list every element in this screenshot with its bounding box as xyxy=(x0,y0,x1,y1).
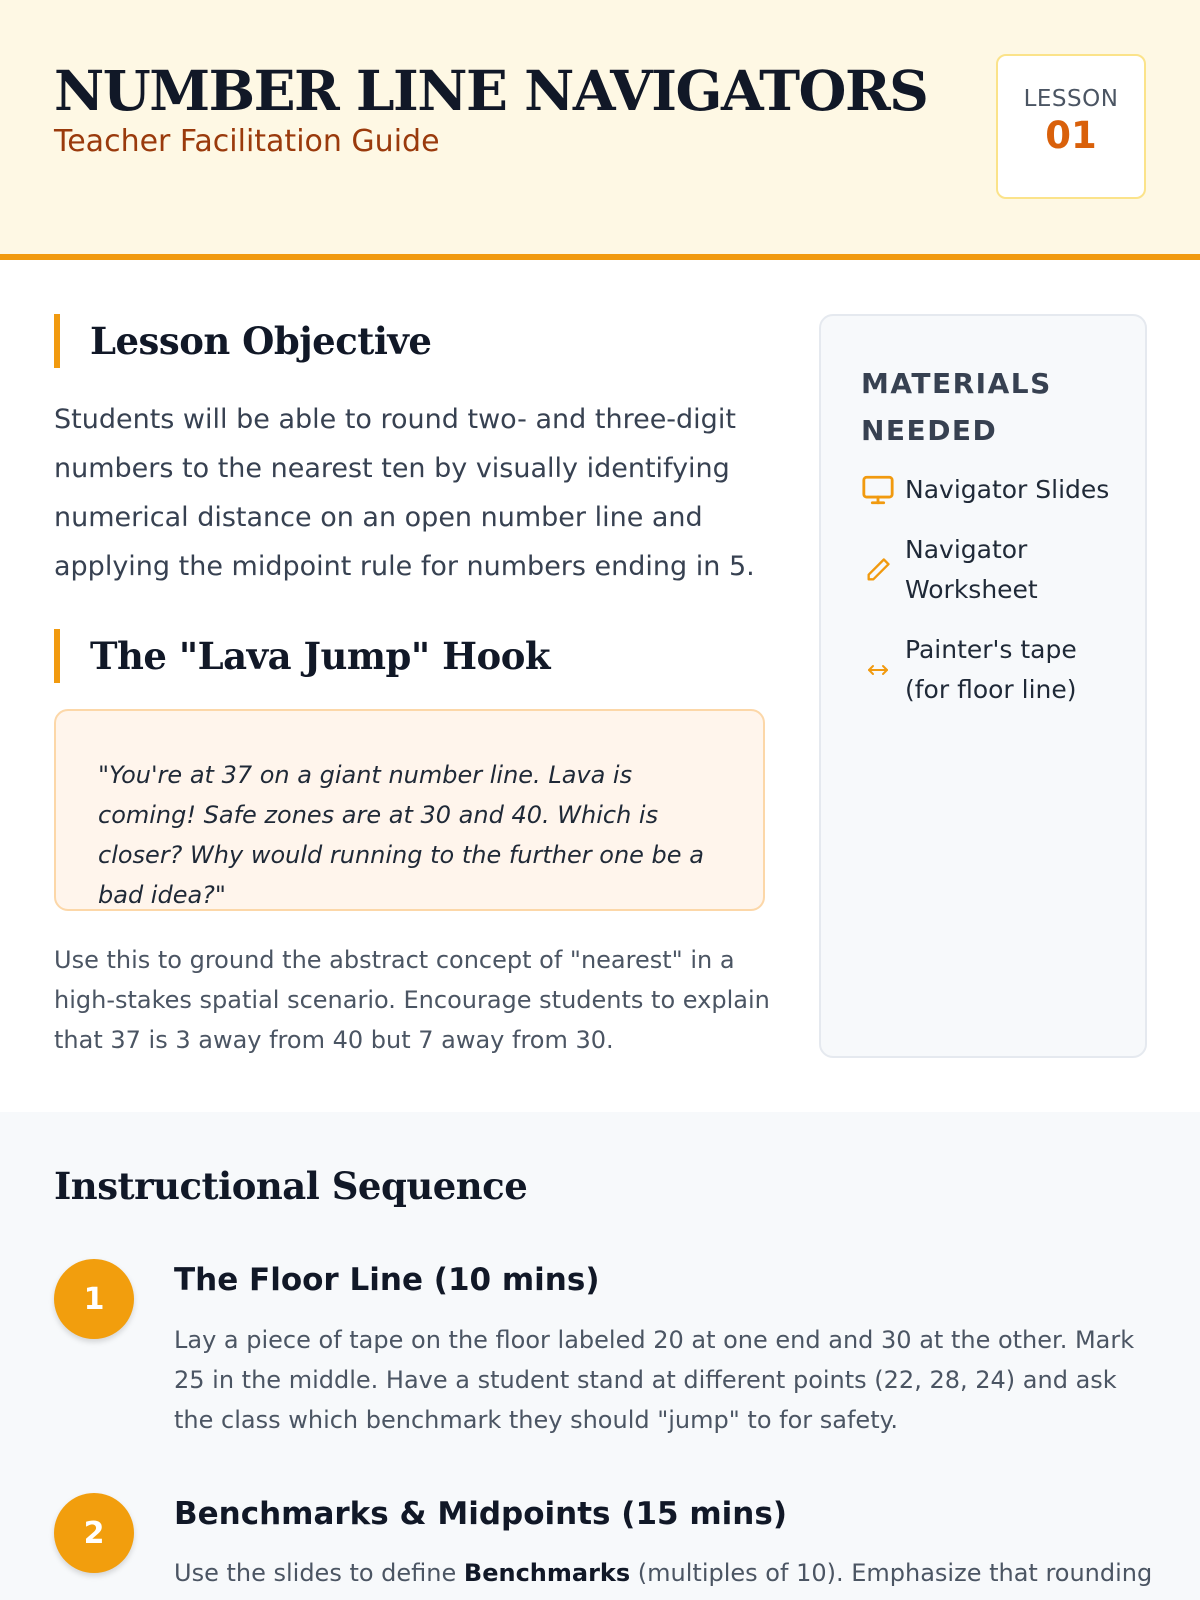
material-item-slides xyxy=(861,470,1125,510)
hook-note: Use this to ground the abstract concept of "nearest" in a high-stakes spatial scenario. Encourage students to explain that 37 is 3 away from 40 but 7 away from 30. xyxy=(54,946,770,1054)
step-number-badge: 1 xyxy=(54,1259,134,1339)
page-title: NUMBER LINE NAVIGATORS xyxy=(54,58,928,123)
ruler-arrow-icon xyxy=(861,653,895,687)
hook-quote: "You're at 37 on a giant number line. Lava is coming! Safe zones are at 30 and 40. Which is closer? Why would running to the further one be a bad idea?" xyxy=(98,761,704,909)
material-label: Painter's tape (for floor line) xyxy=(905,635,1077,704)
step-body-suffix: (multiples of 10). Emphasize that rounding xyxy=(630,1559,1153,1587)
objective-heading: Lesson Objective xyxy=(54,314,431,368)
step-number-badge: 2 xyxy=(54,1493,134,1573)
step-body xyxy=(174,1553,1158,1593)
step-title: Benchmarks & Midpoints (15 mins) xyxy=(174,1496,787,1532)
hook-quote-box xyxy=(54,709,765,911)
lesson-label: LESSON xyxy=(1023,86,1119,112)
sequence-title: Instructional Sequence xyxy=(54,1164,528,1208)
material-label: Navigator Worksheet xyxy=(905,535,1038,604)
lesson-number: 01 xyxy=(1045,114,1097,157)
materials-panel xyxy=(819,314,1147,1058)
page-subtitle: Teacher Facilitation Guide xyxy=(54,124,440,159)
step-body-prefix: Use the slides to define xyxy=(174,1559,464,1587)
step-body-bold: Benchmarks xyxy=(463,1559,631,1587)
step-body: Lay a piece of tape on the floor labeled 20 at one end and 30 at the other. Mark 25 in the middle. Have a student stand at different points (22, 28, 24) and ask the class which benchmark they should "jump" to for safety. xyxy=(174,1326,1135,1434)
page-header xyxy=(0,0,1200,260)
materials-title: MATERIALS NEEDED xyxy=(861,367,1052,447)
material-item-worksheet xyxy=(861,530,1065,610)
pencil-icon xyxy=(861,553,895,587)
monitor-icon xyxy=(861,473,895,507)
hook-heading: The "Lava Jump" Hook xyxy=(54,629,550,683)
step-title: The Floor Line (10 mins) xyxy=(174,1262,600,1298)
objective-text: Students will be able to round two- and three-digit numbers to the nearest ten by visually identifying numerical distance on an open number line and applying the midpoint rule for numbers ending in 5. xyxy=(54,404,755,582)
material-label: Navigator Slides xyxy=(905,475,1110,504)
lesson-badge xyxy=(996,54,1146,199)
material-item-tape xyxy=(861,630,1105,710)
